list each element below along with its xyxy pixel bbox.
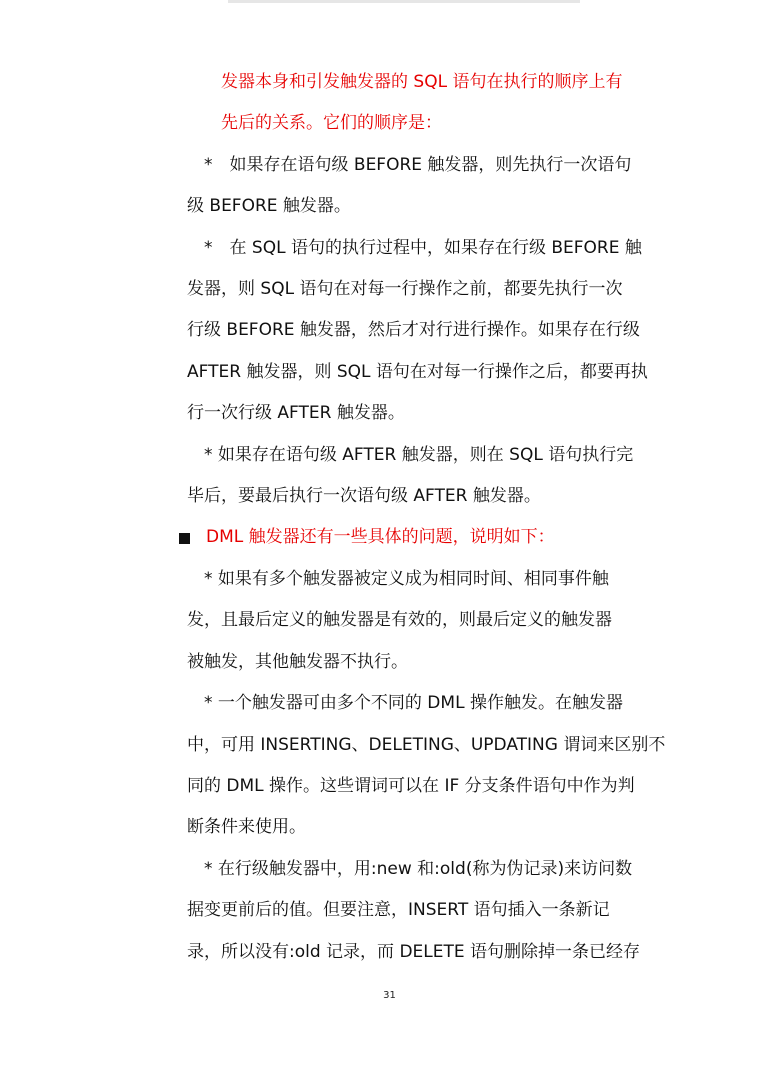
document-body bbox=[187, 62, 677, 973]
text-line: * 一个触发器可由多个不同的 DML 操作触发。在触发器 bbox=[187, 693, 623, 714]
text-line: 断条件来使用。 bbox=[187, 817, 306, 838]
text-line: * 在行级触发器中，用:new 和:old(称为伪记录)来访问数 bbox=[187, 858, 633, 879]
text-line: 行一次行级 AFTER 触发器。 bbox=[187, 403, 405, 424]
top-divider bbox=[228, 0, 580, 3]
text-line: * 如果存在语句级 BEFORE 触发器，则先执行一次语句 bbox=[187, 154, 632, 175]
bullet-heading-text: DML 触发器还有一些具体的问题，说明如下： bbox=[206, 527, 555, 548]
paragraph-block-after bbox=[187, 559, 677, 973]
text-line: 被触发，其他触发器不执行。 bbox=[187, 651, 408, 672]
text-line: * 如果存在语句级 AFTER 触发器，则在 SQL 语句执行完 bbox=[187, 444, 634, 465]
text-line: 发，且最后定义的触发器是有效的，则最后定义的触发器 bbox=[187, 610, 612, 631]
text-line: AFTER 触发器，则 SQL 语句在对每一行操作之后，都要再执 bbox=[187, 361, 648, 382]
text-line: * 如果有多个触发器被定义成为相同时间、相同事件触 bbox=[187, 568, 609, 589]
paragraph-block-before bbox=[187, 62, 677, 517]
text-line: 毕后，要最后执行一次语句级 AFTER 触发器。 bbox=[187, 486, 541, 507]
text-line: 同的 DML 操作。这些谓词可以在 IF 分支条件语句中作为判 bbox=[187, 775, 635, 796]
text-line: 行级 BEFORE 触发器，然后才对行进行操作。如果存在行级 bbox=[187, 320, 640, 341]
text-line: 先后的关系。它们的顺序是： bbox=[187, 113, 442, 134]
text-line: 中，可用 INSERTING、DELETING、UPDATING 谓词来区别不 bbox=[187, 734, 666, 755]
page-number: 31 bbox=[383, 990, 396, 1001]
text-line: 发器本身和引发触发器的 SQL 语句在执行的顺序上有 bbox=[187, 72, 623, 92]
text-line: 级 BEFORE 触发器。 bbox=[187, 196, 351, 217]
text-line: 录，所以没有:old 记录，而 DELETE 语句删除掉一条已经存 bbox=[187, 941, 641, 962]
text-line: 发器，则 SQL 语句在对每一行操作之前，都要先执行一次 bbox=[187, 279, 623, 300]
bullet-heading-row bbox=[163, 517, 677, 558]
text-line: * 在 SQL 语句的执行过程中，如果存在行级 BEFORE 触 bbox=[187, 237, 642, 258]
text-line: 据变更前后的值。但要注意，INSERT 语句插入一条新记 bbox=[187, 900, 610, 921]
square-bullet-icon bbox=[179, 533, 190, 544]
